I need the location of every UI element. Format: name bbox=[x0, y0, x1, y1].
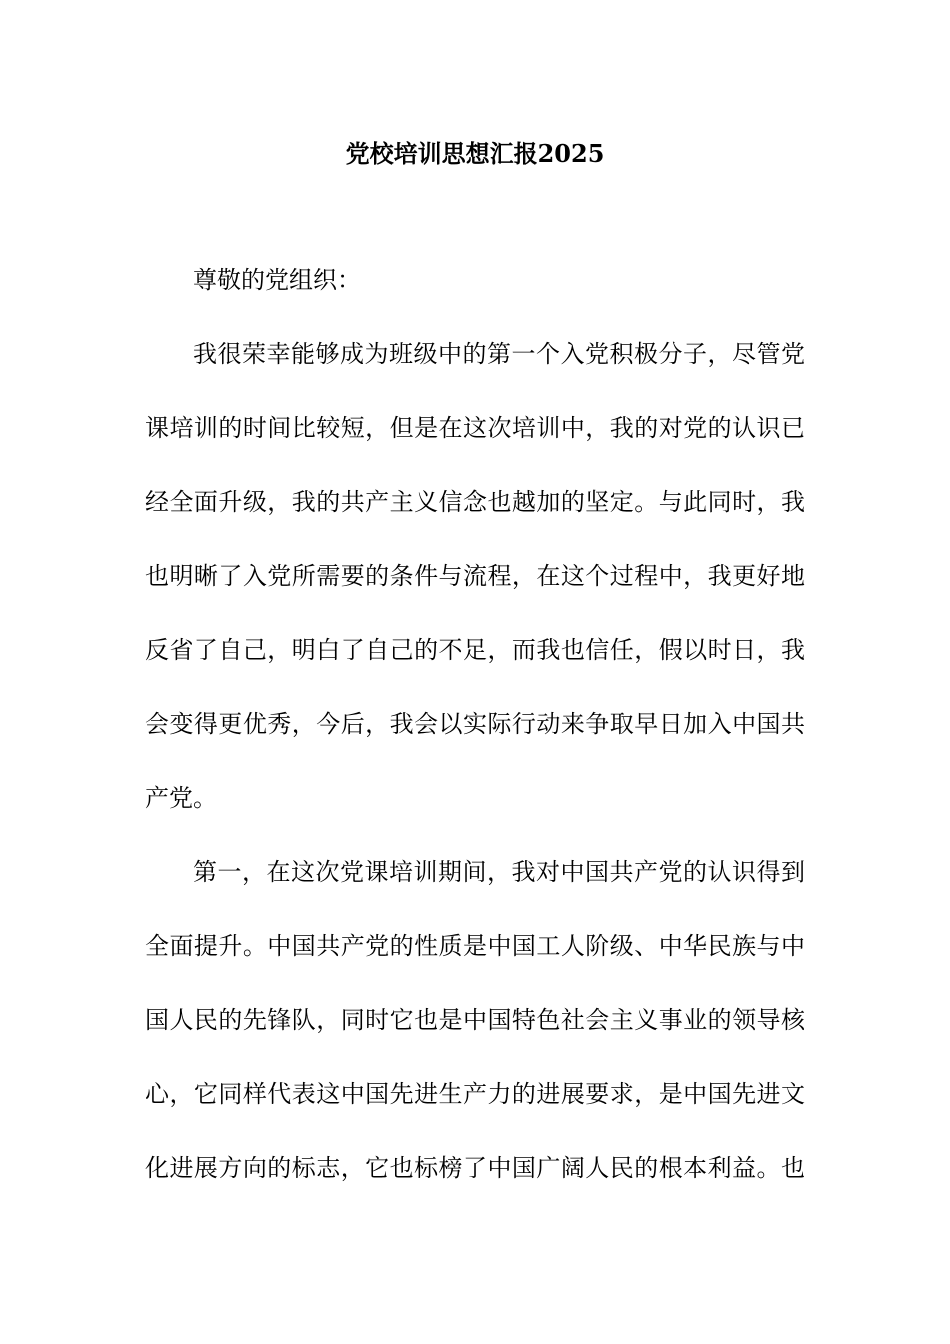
paragraph-line: 化进展方向的标志，它也标榜了中国广阔人民的根本利益。也 bbox=[145, 1154, 805, 1182]
paragraph-line: 国人民的先锋队，同时它也是中国特色社会主义事业的领导核 bbox=[145, 1006, 805, 1034]
paragraph-line: 我很荣幸能够成为班级中的第一个入党积极分子，尽管党 bbox=[193, 340, 805, 368]
paragraph-line: 会变得更优秀，今后，我会以实际行动来争取早日加入中国共 bbox=[145, 710, 805, 738]
paragraph-line: 课培训的时间比较短，但是在这次培训中，我的对党的认识已 bbox=[145, 414, 805, 442]
paragraph-line: 全面提升。中国共产党的性质是中国工人阶级、中华民族与中 bbox=[145, 932, 805, 960]
salutation: 尊敬的党组织： bbox=[193, 266, 361, 294]
paragraph-line: 也明晰了入党所需要的条件与流程，在这个过程中，我更好地 bbox=[145, 562, 805, 590]
paragraph-line: 心，它同样代表这中国先进生产力的进展要求，是中国先进文 bbox=[145, 1080, 805, 1108]
paragraph-line: 经全面升级，我的共产主义信念也越加的坚定。与此同时，我 bbox=[145, 488, 805, 516]
document-title: 党校培训思想汇报2025 bbox=[345, 139, 605, 168]
paragraph-line: 第一，在这次党课培训期间，我对中国共产党的认识得到 bbox=[193, 858, 805, 886]
paragraph-line: 反省了自己，明白了自己的不足，而我也信任，假以时日，我 bbox=[145, 636, 805, 664]
paragraph-line: 产党。 bbox=[145, 784, 217, 812]
